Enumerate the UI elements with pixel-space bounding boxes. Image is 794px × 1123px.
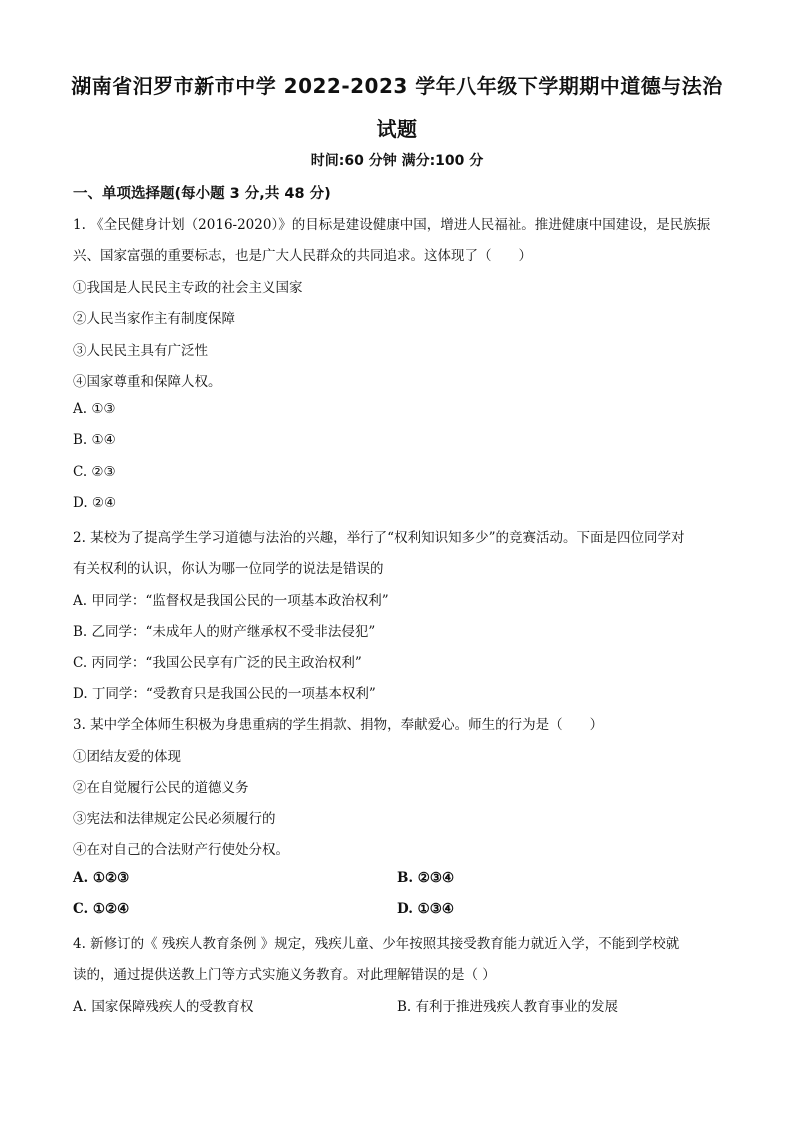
q1-option-a: A. ①③ xyxy=(73,401,116,417)
exam-title: 湖南省汨罗市新市中学 2022-2023 学年八年级下学期期中道德与法治 xyxy=(71,74,723,98)
q2-stem-continued: 有关权利的认识，你认为哪一位同学的说法是错误的 xyxy=(73,561,384,577)
section-heading: 一、单项选择题(每小题 3 分,共 48 分) xyxy=(73,186,331,202)
q3-stem: 3. 某中学全体师生积极为身患重病的学生捐款、捐物，奉献爱心。师生的行为是（ ） xyxy=(73,717,604,733)
q4-option-b: B. 有利于推进残疾人教育事业的发展 xyxy=(397,999,619,1015)
q3-statement: ②在自觉履行公民的道德义务 xyxy=(73,780,249,796)
q1-option-d: D. ②④ xyxy=(73,495,117,511)
q3-option-b: B. ②③④ xyxy=(397,870,455,886)
q1-option-c: C. ②③ xyxy=(73,464,116,480)
q4-stem-continued: 读的，通过提供送教上门等方式实施义务教育。对此理解错误的是（ ） xyxy=(73,967,496,983)
q1-statement: ④国家尊重和保障人权。 xyxy=(73,374,222,390)
q3-option-d: D. ①③④ xyxy=(397,901,454,917)
q2-stem: 2. 某校为了提高学生学习道德与法治的兴趣，举行了“权利知识知多少”的竞赛活动。下面是四位同学对 xyxy=(73,530,685,546)
q1-stem-continued: 兴、国家富强的重要标志，也是广大人民群众的共同追求。这体现了（ ） xyxy=(73,248,532,264)
q1-option-b: B. ①④ xyxy=(73,432,116,448)
q2-option-a: A. 甲同学：“监督权是我国公民的一项基本政治权利” xyxy=(73,593,389,609)
q2-option-c: C. 丙同学：“我国公民享有广泛的民主政治权利” xyxy=(73,655,362,671)
q1-statement: ③人民民主具有广泛性 xyxy=(73,343,208,359)
q2-option-d: D. 丁同学：“受教育只是我国公民的一项基本权利” xyxy=(73,686,376,702)
q4-stem: 4. 新修订的《 残疾人教育条例 》规定，残疾儿童、少年按照其接受教育能力就近入学，不能到学校就 xyxy=(73,936,680,952)
q4-option-a: A. 国家保障残疾人的受教育权 xyxy=(73,999,254,1015)
exam-meta: 时间:60 分钟 满分:100 分 xyxy=(310,153,484,169)
q1-statement: ①我国是人民民主专政的社会主义国家 xyxy=(73,280,303,296)
q3-statement: ③宪法和法律规定公民必须履行的 xyxy=(73,811,276,827)
q1-stem: 1. 《全民健身计划（2016-2020）》的目标是建设健康中国，增进人民福祉。推进健康中国建设，是民族振 xyxy=(73,217,711,233)
q3-statement: ①团结友爱的体现 xyxy=(73,749,181,765)
q3-statement: ④在对自己的合法财产行使处分权。 xyxy=(73,842,289,858)
q2-option-b: B. 乙同学：“未成年人的财产继承权不受非法侵犯” xyxy=(73,624,376,640)
q1-statement: ②人民当家作主有制度保障 xyxy=(73,311,235,327)
q3-option-a: A. ①②③ xyxy=(73,870,130,886)
q3-option-c: C. ①②④ xyxy=(73,901,130,917)
exam-title-continued: 试题 xyxy=(376,117,418,141)
